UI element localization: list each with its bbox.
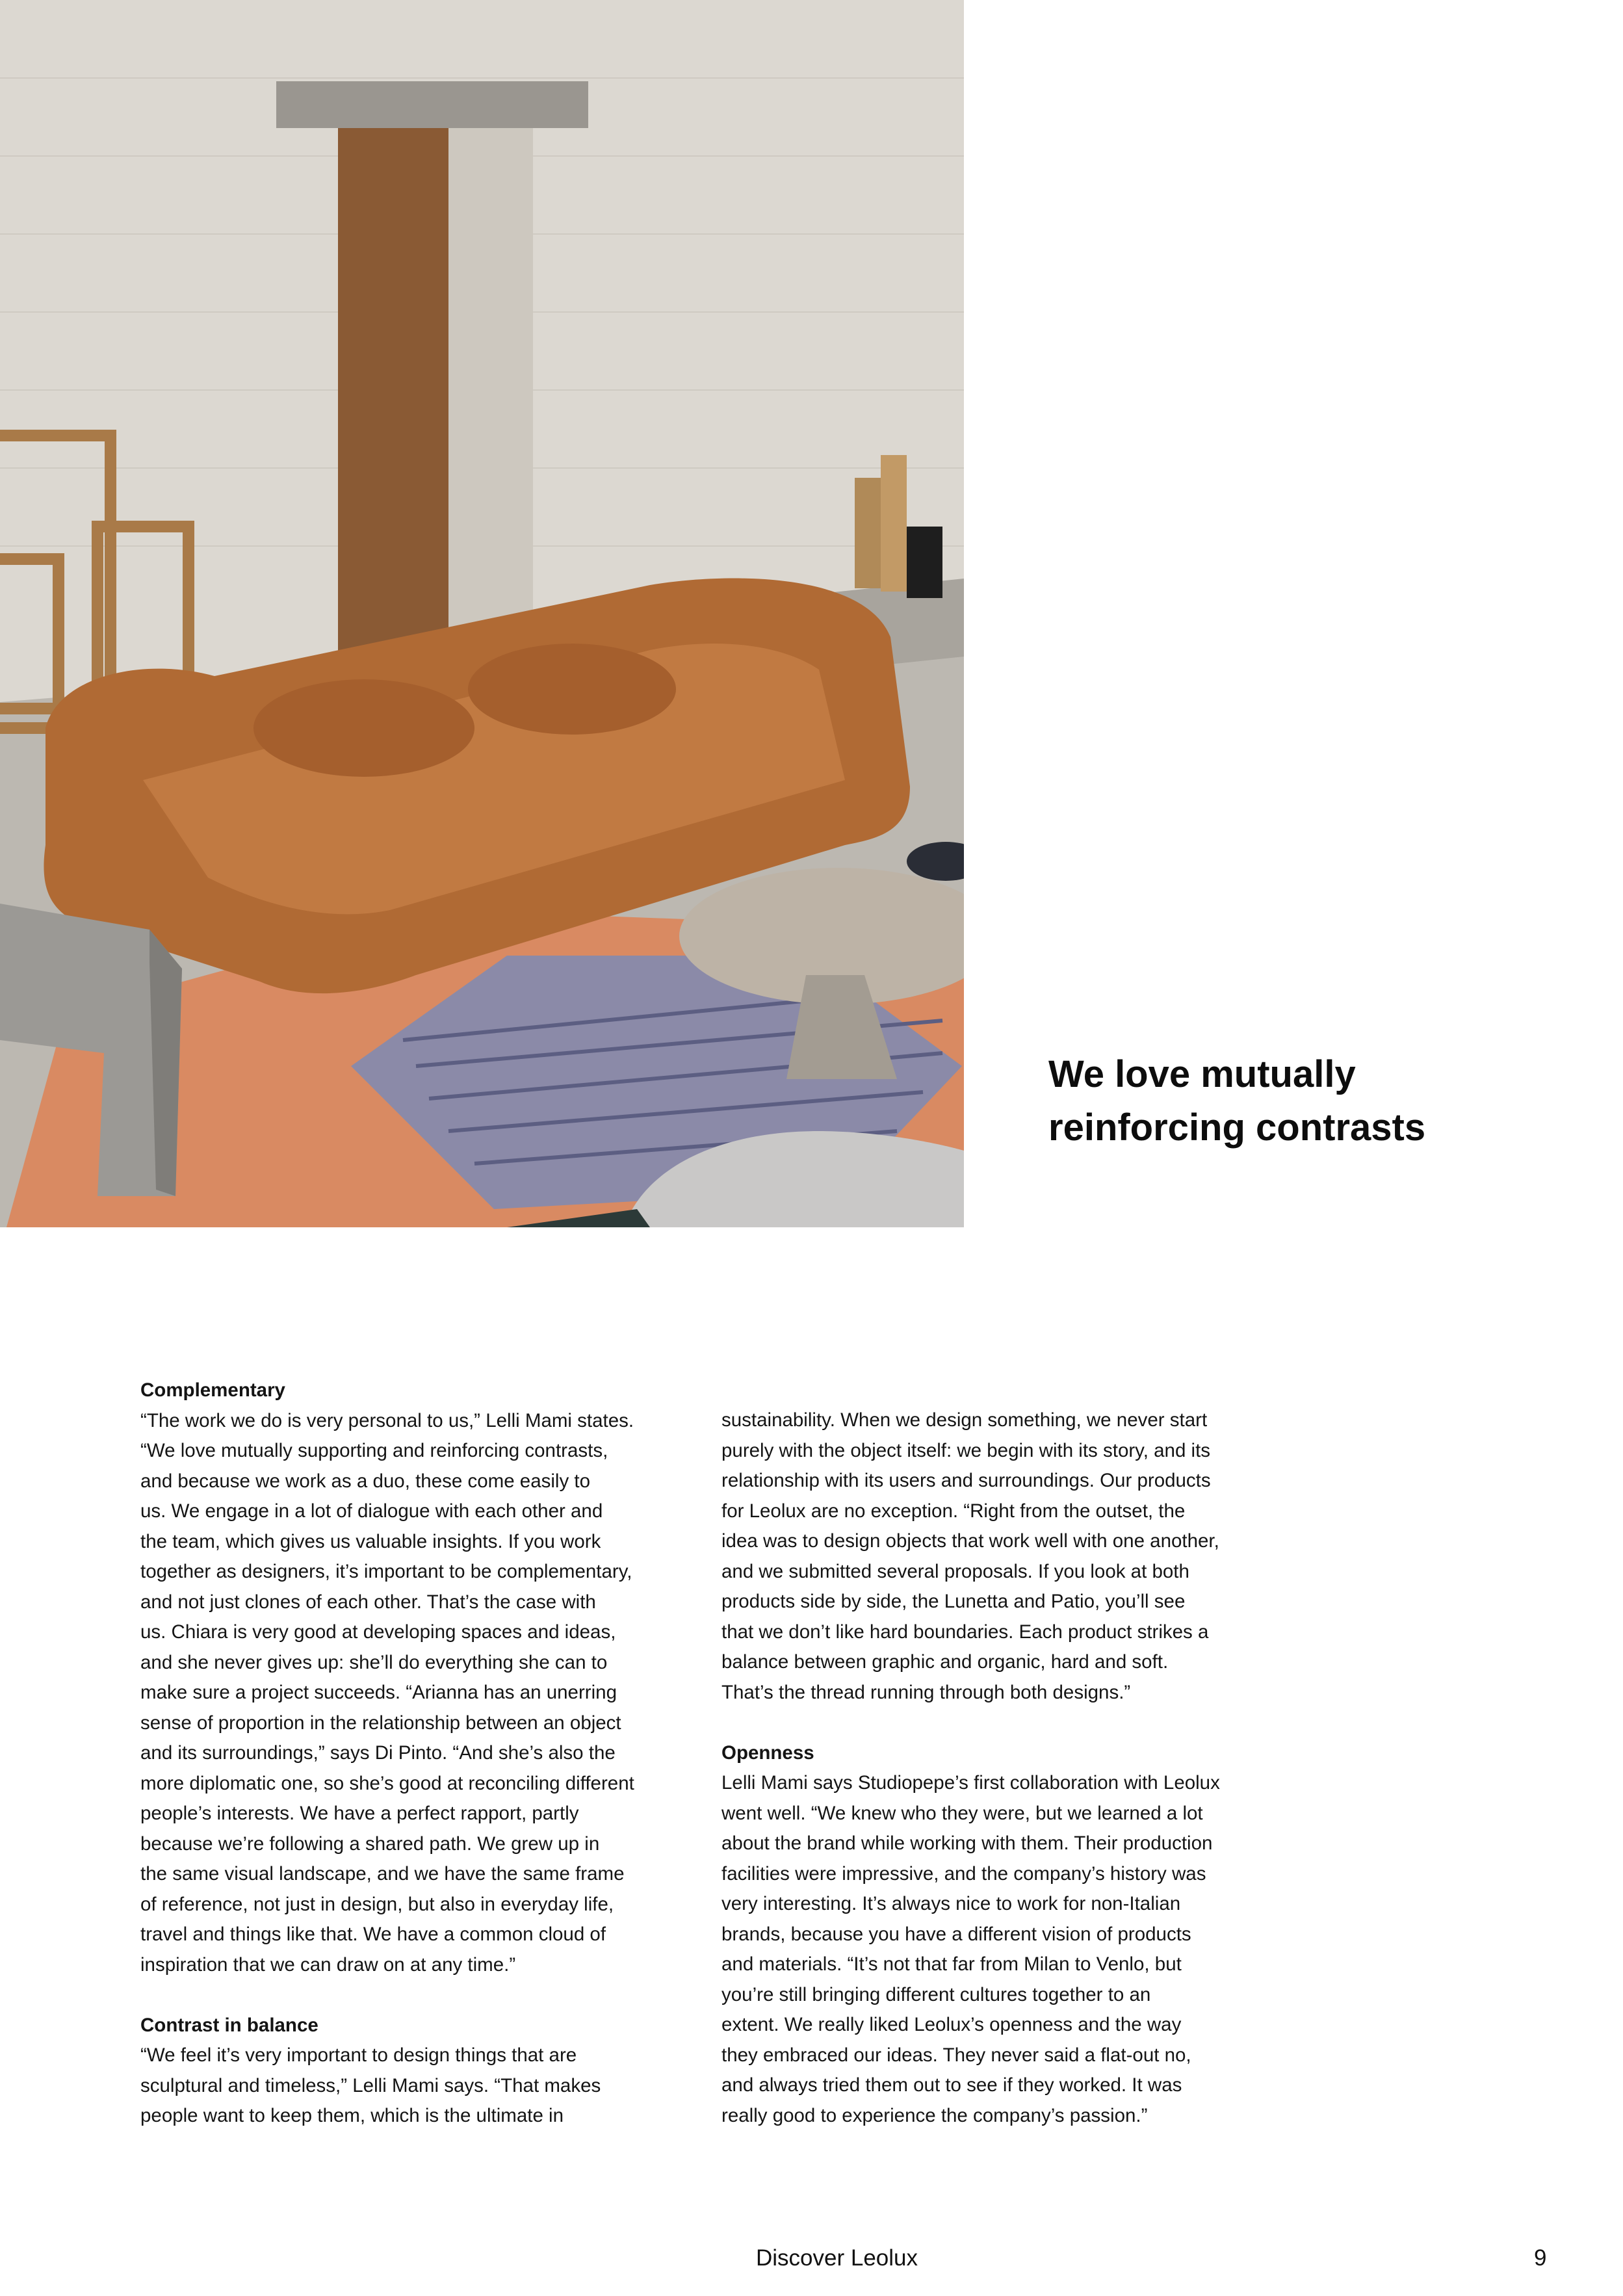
paragraph-gap (140, 1980, 693, 2011)
body-line: brands, because you have a different vision of products (721, 1923, 1191, 1945)
body-line: the team, which gives us valuable insights. If you work (140, 1530, 601, 1552)
body-line: you’re still bringing different cultures together to an (721, 1983, 1151, 2005)
body-line: make sure a project succeeds. “Arianna has an unerring (140, 1682, 617, 1703)
body-line: facilities were impressive, and the company’s history was (721, 1862, 1206, 1885)
section-subhead: Openness (721, 1742, 814, 1764)
body-line: travel and things like that. We have a common cloud of (140, 1924, 606, 1945)
body-line: relationship with its users and surroundings. Our products (721, 1470, 1211, 1491)
body-line: and always tried them out to see if they worked. It was (721, 2074, 1182, 2096)
body-line: they embraced our ideas. They never said a flat-out no, (721, 2044, 1191, 2066)
body-line: and we submitted several proposals. If you look at both (721, 1560, 1189, 1582)
body-line: us. We engage in a lot of dialogue with each other and (140, 1500, 603, 1522)
body-line: and materials. “It’s not that far from Milan to Venlo, but (721, 1953, 1182, 1975)
body-line: that we don’t like hard boundaries. Each product strikes a (721, 1621, 1209, 1643)
body-line: us. Chiara is very good at developing spaces and ideas, (140, 1621, 616, 1643)
sofa-interior-illustration (0, 0, 964, 1227)
paragraph-gap (721, 1708, 1274, 1738)
body-line: That’s the thread running through both designs.” (721, 1681, 1131, 1703)
body-line: and its surroundings,” says Di Pinto. “And she’s also the (140, 1742, 616, 1764)
body-line: people’s interests. We have a perfect rapport, partly (140, 1803, 579, 1824)
body-line: the same visual landscape, and we have the same frame (140, 1863, 625, 1885)
body-line: and she never gives up: she’ll do everything she can to (140, 1651, 608, 1673)
body-line: because we’re following a shared path. We grew up in (140, 1833, 600, 1855)
body-line: inspiration that we can draw on at any time.” (140, 1953, 516, 1976)
body-line: for Leolux are no exception. “Right from the outset, the (721, 1500, 1186, 1522)
body-line: about the brand while working with them. Their production (721, 1833, 1213, 1854)
body-line: really good to experience the company’s passion.” (721, 2104, 1148, 2126)
headline-line-2: reinforcing contrasts (1048, 1106, 1426, 1149)
body-line: people want to keep them, which is the ultimate in (140, 2105, 564, 2126)
headline-line-1: We love mutually (1048, 1053, 1356, 1095)
body-line: very interesting. It’s always nice to work for non-Italian (721, 1893, 1181, 1914)
body-line: sense of proportion in the relationship between an object (140, 1712, 621, 1734)
body-line: products side by side, the Lunetta and Patio, you’ll see (721, 1591, 1186, 1612)
section-subhead: Contrast in balance (140, 2014, 318, 2036)
body-line: balance between graphic and organic, hard and soft. (721, 1651, 1169, 1673)
footer-page-number: 9 (1534, 2245, 1547, 2271)
body-line: went well. “We knew who they were, but we learned a lot (721, 1802, 1203, 1824)
article-column-right (721, 1405, 1274, 2131)
body-line: of reference, not just in design, but also in everyday life, (140, 1893, 614, 1915)
body-line: more diplomatic one, so she’s good at reconciling different (140, 1772, 634, 1794)
body-line: “We feel it’s very important to design things that are (140, 2044, 577, 2066)
body-line: sculptural and timeless,” Lelli Mami says. “That makes (140, 2074, 601, 2096)
headline (1048, 1048, 1542, 1155)
section-subhead: Complementary (140, 1379, 285, 1401)
body-line: and not just clones of each other. That’s the case with (140, 1591, 596, 1613)
body-line: idea was to design objects that work well with one another, (721, 1530, 1219, 1552)
hero-photo (0, 0, 964, 1227)
body-line: sustainability. When we design something, we never start (721, 1409, 1208, 1431)
footer-publication: Discover Leolux (756, 2245, 918, 2271)
body-line: purely with the object itself: we begin with its story, and its (721, 1439, 1211, 1461)
body-line: “We love mutually supporting and reinforcing contrasts, (140, 1440, 608, 1461)
body-line: “The work we do is very personal to us,” Lelli Mami states. (140, 1409, 634, 1431)
body-line: together as designers, it’s important to be complementary, (140, 1561, 632, 1582)
body-line: Lelli Mami says Studiopepe’s first collaboration with Leolux (721, 1772, 1220, 1794)
article-column-left (140, 1376, 693, 2132)
body-line: extent. We really liked Leolux’s openness and the way (721, 2014, 1182, 2035)
body-line: and because we work as a duo, these come easily to (140, 1470, 591, 1492)
